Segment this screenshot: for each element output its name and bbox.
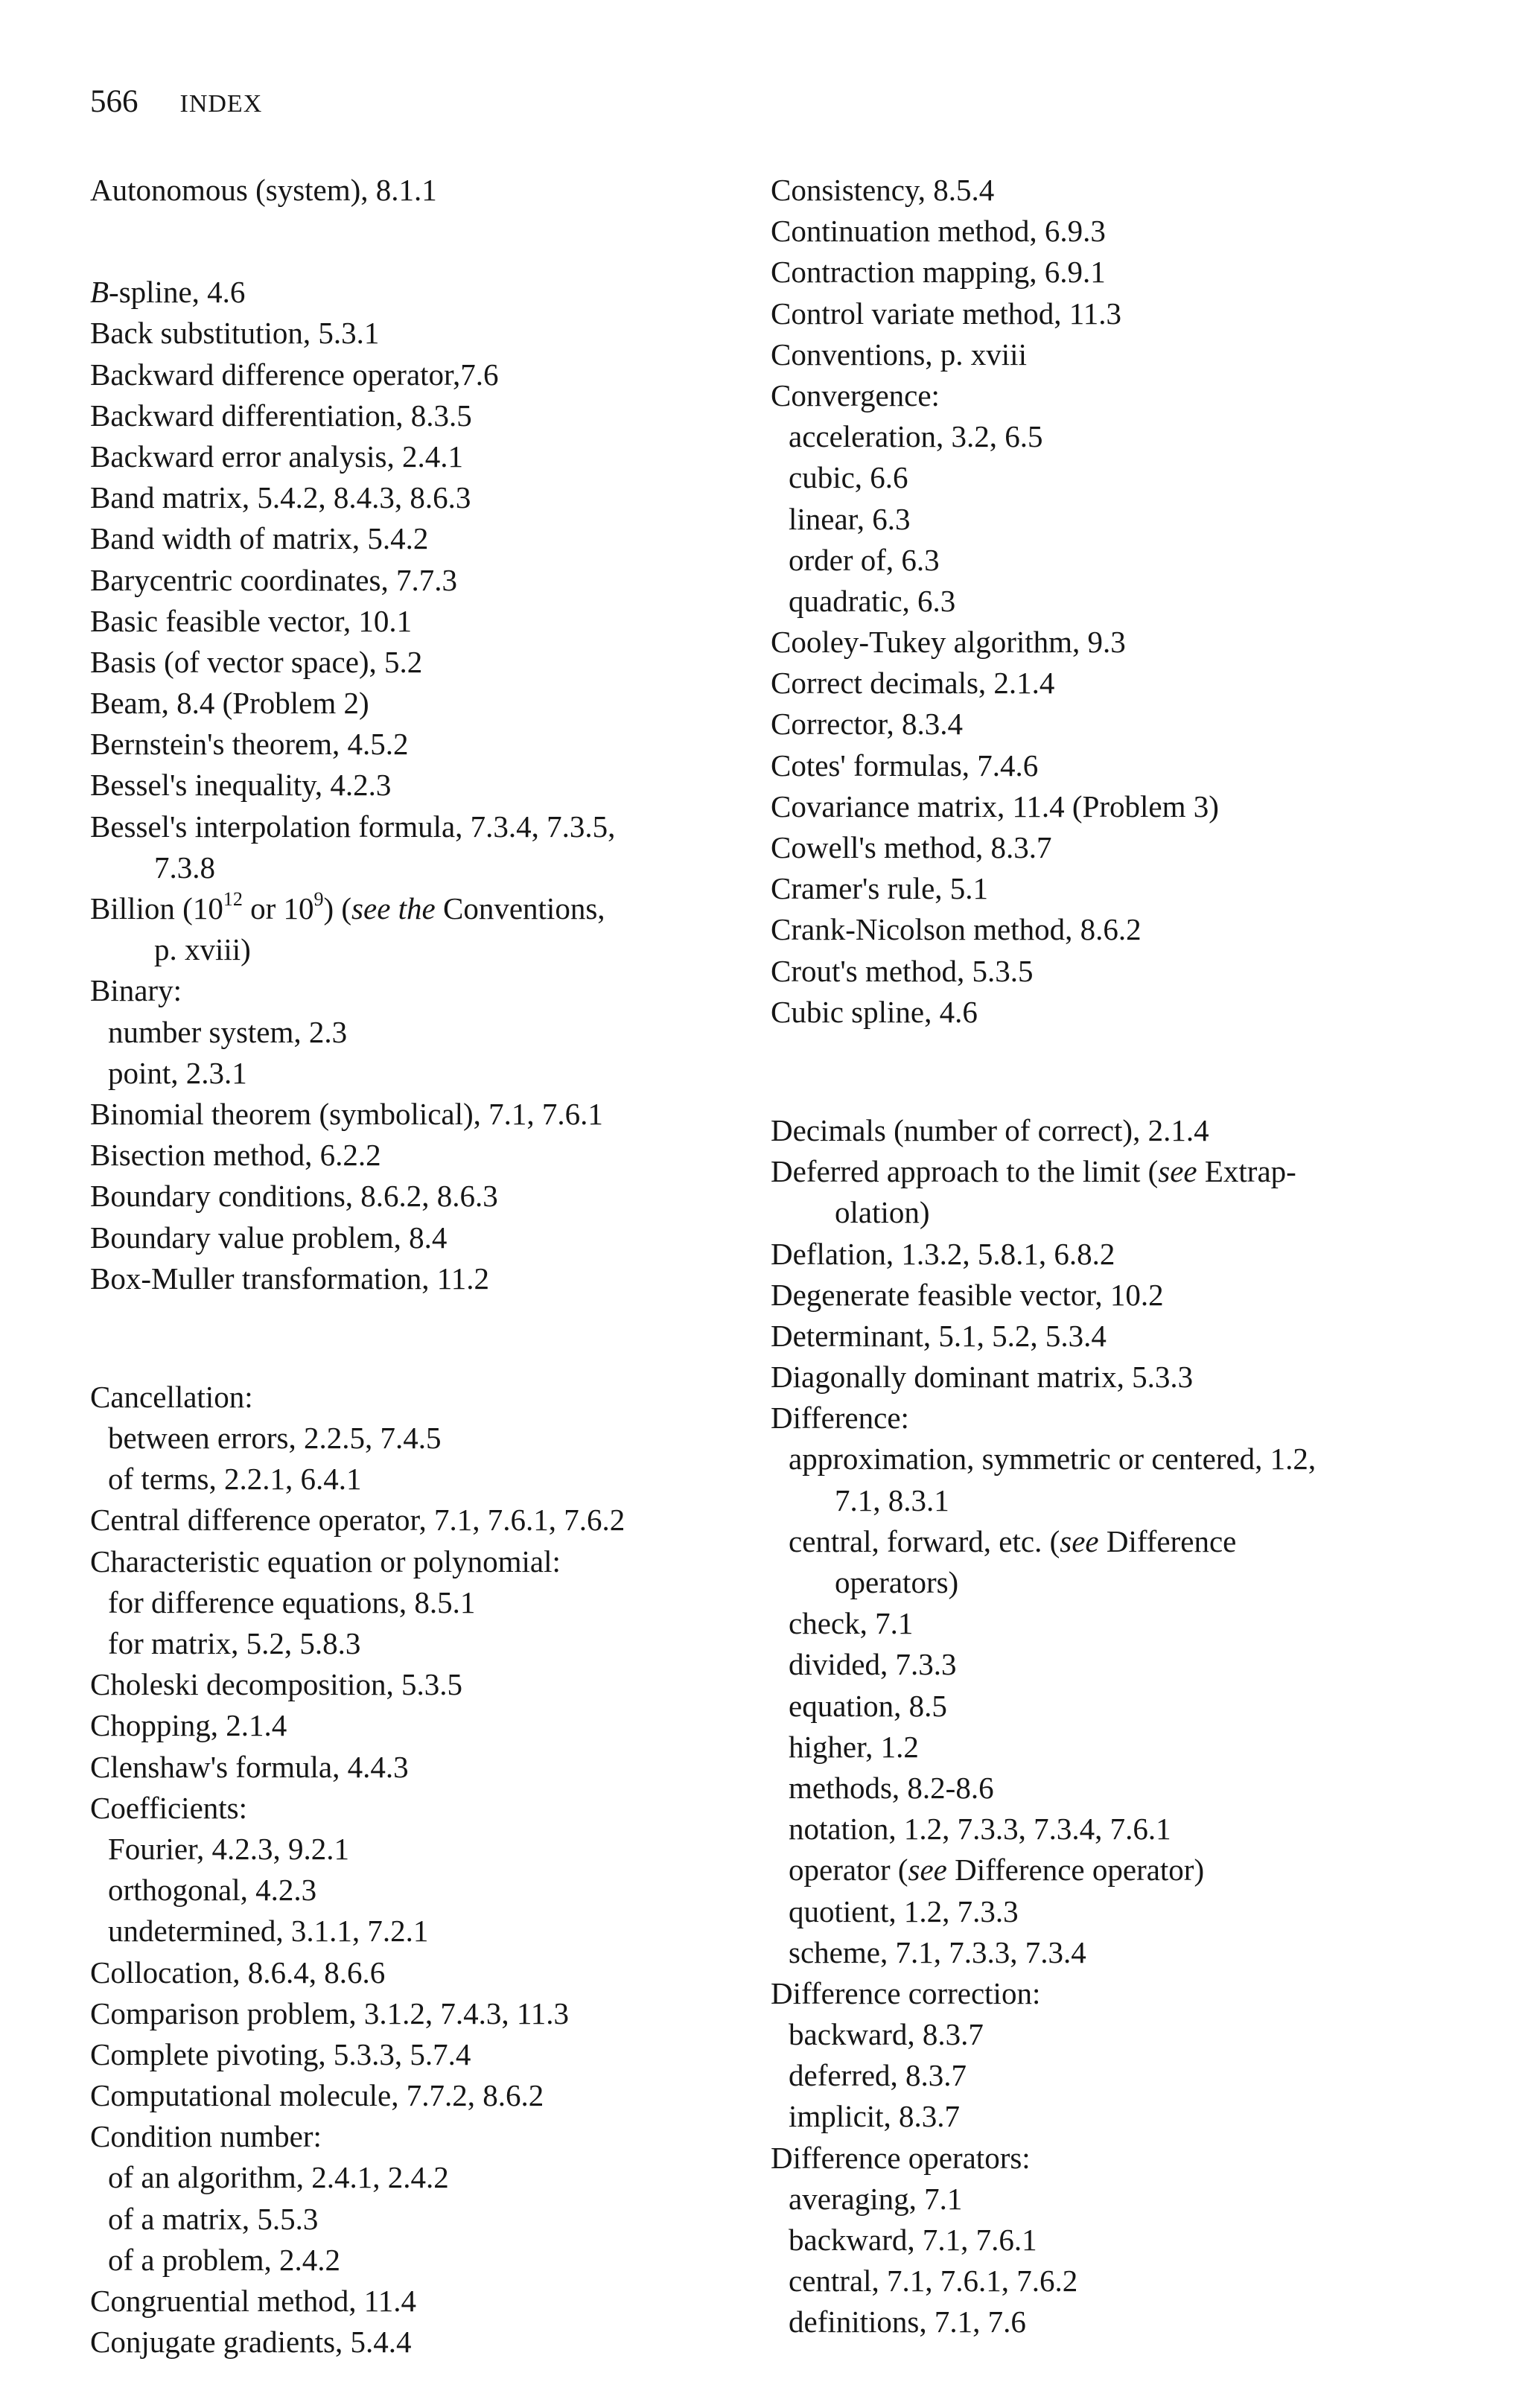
index-subentry: acceleration, 3.2, 6.5 — [789, 419, 1043, 454]
index-entry-continuation: 7.3.8 — [154, 850, 215, 885]
index-subentry: number system, 2.3 — [108, 1014, 348, 1049]
index-entry: Basic feasible vector, 10.1 — [90, 603, 413, 638]
index-entry: Clenshaw's formula, 4.4.3 — [90, 1749, 409, 1784]
index-entry: Box-Muller transformation, 11.2 — [90, 1261, 489, 1296]
index-entry: Cancellation: — [90, 1379, 253, 1414]
index-subentry: approximation, symmetric or centered, 1.2, — [789, 1442, 1317, 1477]
index-entry: Cramer's rule, 5.1 — [771, 871, 989, 906]
index-entry: Cotes' formulas, 7.4.6 — [771, 748, 1039, 783]
index-subentry: deferred, 8.3.7 — [789, 2058, 967, 2093]
index-entry: Choleski decomposition, 5.3.5 — [90, 1667, 462, 1702]
index-subentry: divided, 7.3.3 — [789, 1647, 957, 1682]
index-entry: B-spline, 4.6 — [90, 275, 246, 310]
index-entry: Cowell's method, 8.3.7 — [771, 830, 1052, 864]
index-entry: Band matrix, 5.4.2, 8.4.3, 8.6.3 — [90, 480, 471, 515]
index-entry: Comparison problem, 3.1.2, 7.4.3, 11.3 — [90, 1995, 570, 2030]
index-entry: Conjugate gradients, 5.4.4 — [90, 2325, 412, 2360]
index-entry-continuation: operators) — [835, 1565, 959, 1599]
section-gap — [90, 1299, 760, 1377]
index-entry: Consistency, 8.5.4 — [771, 173, 995, 207]
index-subentry: of a problem, 2.4.2 — [108, 2242, 340, 2277]
index-entry: Coefficients: — [90, 1790, 248, 1825]
index-subentry: notation, 1.2, 7.3.3, 7.3.4, 7.6.1 — [789, 1812, 1171, 1847]
index-subentry: Fourier, 4.2.3, 9.2.1 — [108, 1831, 350, 1866]
index-entry: Decimals (number of correct), 2.1.4 — [771, 1112, 1209, 1147]
index-subentry: scheme, 7.1, 7.3.3, 7.3.4 — [789, 1934, 1086, 1969]
index-entry: Correct decimals, 2.1.4 — [771, 666, 1055, 701]
index-entry: Band width of matrix, 5.4.2 — [90, 521, 429, 556]
index-column-left — [90, 170, 760, 2363]
index-column-right — [771, 170, 1486, 2343]
index-entry: Determinant, 5.1, 5.2, 5.3.4 — [771, 1318, 1107, 1353]
index-entry: Autonomous (system), 8.1.1 — [90, 173, 437, 207]
index-entry: Continuation method, 6.9.3 — [771, 214, 1106, 249]
index-subentry: backward, 7.1, 7.6.1 — [789, 2223, 1037, 2257]
index-subentry: of terms, 2.2.1, 6.4.1 — [108, 1462, 362, 1497]
index-entry: Billion ($10^{12}$ or $10^9$) (see the Conventions, — [90, 888, 605, 926]
index-entry: Bessel's inequality, 4.2.3 — [90, 768, 392, 803]
page-header — [90, 83, 262, 120]
index-subentry: quotient, 1.2, 7.3.3 — [789, 1893, 1019, 1928]
index-entry-continuation: 7.1, 8.3.1 — [835, 1482, 949, 1517]
index-subentry: central, 7.1, 7.6.1, 7.6.2 — [789, 2264, 1078, 2299]
index-subentry: of an algorithm, 2.4.1, 2.4.2 — [108, 2160, 449, 2195]
index-entry: Conventions, p. xviii — [771, 337, 1027, 372]
index-entry: Backward error analysis, 2.4.1 — [90, 439, 463, 474]
index-entry: Corrector, 8.3.4 — [771, 707, 963, 742]
page-number: 566 — [90, 84, 139, 119]
index-entry: Deflation, 1.3.2, 5.8.1, 6.8.2 — [771, 1236, 1115, 1271]
index-entry-continuation: olation) — [835, 1195, 930, 1230]
index-entry: Covariance matrix, 11.4 (Problem 3) — [771, 789, 1219, 824]
index-entry: Control variate method, 11.3 — [771, 296, 1122, 331]
index-subentry: higher, 1.2 — [789, 1729, 919, 1764]
index-entry: Boundary value problem, 8.4 — [90, 1220, 448, 1255]
index-entry: Bessel's interpolation formula, 7.3.4, 7.3.5, — [90, 809, 616, 844]
index-entry: Back substitution, 5.3.1 — [90, 316, 380, 351]
index-entry: Deferred approach to the limit (see Extrap- — [771, 1154, 1296, 1189]
index-entry: Characteristic equation or polynomial: — [90, 1544, 561, 1579]
index-entry: Bernstein's theorem, 4.5.2 — [90, 727, 409, 762]
index-entry: Chopping, 2.1.4 — [90, 1708, 287, 1743]
index-subentry: orthogonal, 4.2.3 — [108, 1873, 317, 1908]
index-entry: Cooley-Tukey algorithm, 9.3 — [771, 625, 1126, 660]
index-subentry: of a matrix, 5.5.3 — [108, 2201, 319, 2236]
index-entry: Contraction mapping, 6.9.1 — [771, 255, 1106, 290]
index-subentry: quadratic, 6.3 — [789, 583, 956, 618]
index-subentry: cubic, 6.6 — [789, 460, 908, 495]
index-entry: Backward difference operator,7.6 — [90, 357, 499, 392]
index-subentry: point, 2.3.1 — [108, 1055, 247, 1090]
running-head: INDEX — [179, 90, 263, 118]
index-entry: Beam, 8.4 (Problem 2) — [90, 686, 369, 721]
index-entry-continuation: p. xviii) — [154, 932, 251, 967]
index-entry: Central difference operator, 7.1, 7.6.1, 7.6.2 — [90, 1503, 625, 1538]
index-subentry: undetermined, 3.1.1, 7.2.1 — [108, 1914, 429, 1949]
index-entry: Collocation, 8.6.4, 8.6.6 — [90, 1955, 386, 1990]
section-gap — [771, 1033, 1486, 1110]
index-subentry: for matrix, 5.2, 5.8.3 — [108, 1626, 361, 1660]
index-entry: Condition number: — [90, 2119, 322, 2154]
index-subentry: between errors, 2.2.5, 7.4.5 — [108, 1421, 442, 1456]
index-entry: Cubic spline, 4.6 — [771, 994, 978, 1029]
index-entry: Difference: — [771, 1401, 909, 1436]
index-entry: Convergence: — [771, 378, 940, 413]
index-subentry: methods, 8.2-8.6 — [789, 1770, 994, 1805]
index-entry: Backward differentiation, 8.3.5 — [90, 398, 472, 433]
index-subentry: operator (see Difference operator) — [789, 1853, 1205, 1888]
section-gap — [90, 211, 760, 272]
index-entry: Binomial theorem (symbolical), 7.1, 7.6.1 — [90, 1096, 603, 1131]
index-entry: Basis (of vector space), 5.2 — [90, 644, 423, 679]
index-subentry: linear, 6.3 — [789, 501, 911, 536]
index-subentry: implicit, 8.3.7 — [789, 2099, 961, 2134]
index-entry: Binary: — [90, 973, 182, 1008]
index-entry: Congruential method, 11.4 — [90, 2284, 417, 2318]
index-entry: Boundary conditions, 8.6.2, 8.6.3 — [90, 1179, 498, 1214]
index-entry: Complete pivoting, 5.3.3, 5.7.4 — [90, 2036, 471, 2071]
index-subentry: central, forward, etc. (see Difference — [789, 1523, 1237, 1558]
index-subentry: equation, 8.5 — [789, 1688, 947, 1723]
index-subentry: for difference equations, 8.5.1 — [108, 1584, 476, 1619]
index-subentry: check, 7.1 — [789, 1606, 914, 1641]
index-entry: Crout's method, 5.3.5 — [771, 953, 1034, 988]
index-entry: Crank-Nicolson method, 8.6.2 — [771, 912, 1142, 947]
index-subentry: definitions, 7.1, 7.6 — [789, 2305, 1026, 2339]
index-subentry: backward, 8.3.7 — [789, 2017, 984, 2052]
index-subentry: averaging, 7.1 — [789, 2181, 963, 2216]
index-entry: Barycentric coordinates, 7.7.3 — [90, 562, 457, 597]
index-entry: Diagonally dominant matrix, 5.3.3 — [771, 1360, 1194, 1395]
index-entry: Bisection method, 6.2.2 — [90, 1138, 381, 1173]
index-subentry: order of, 6.3 — [789, 542, 940, 577]
index-entry: Difference operators: — [771, 2140, 1031, 2175]
index-entry: Computational molecule, 7.7.2, 8.6.2 — [90, 2078, 544, 2113]
index-entry: Degenerate feasible vector, 10.2 — [771, 1277, 1164, 1312]
index-entry: Difference correction: — [771, 1975, 1041, 2010]
